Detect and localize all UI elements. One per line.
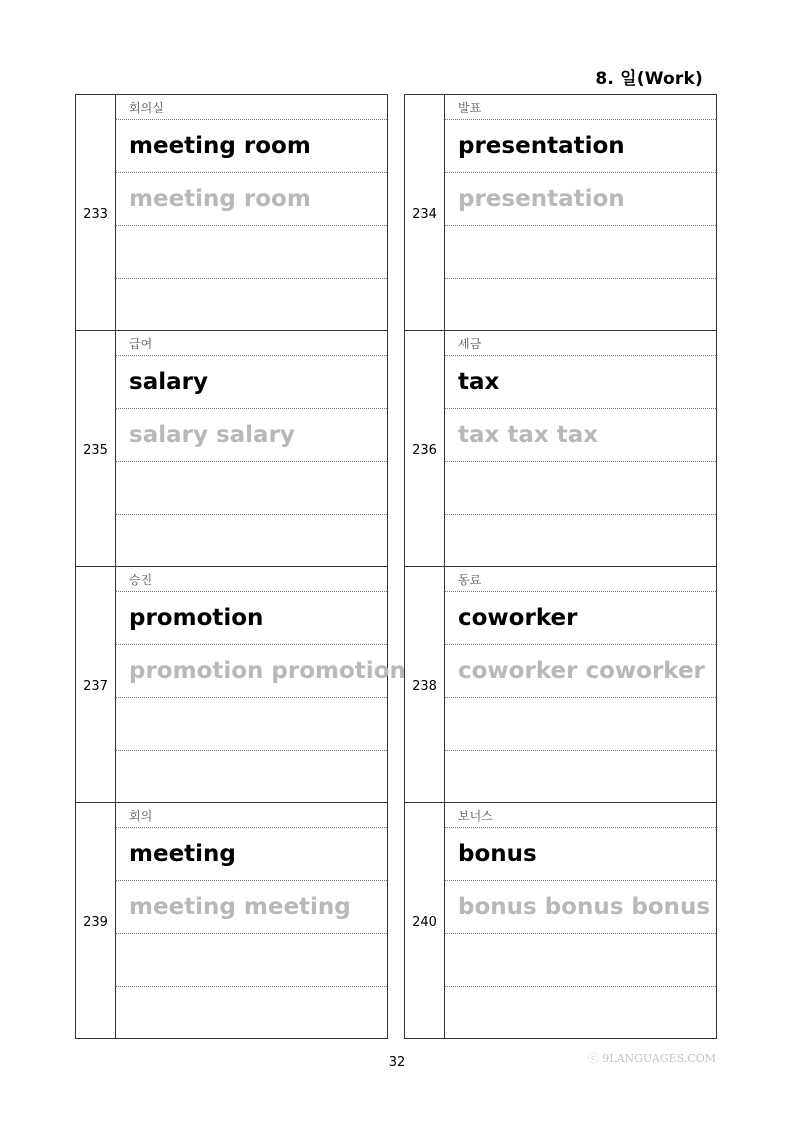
number-cell — [405, 95, 445, 330]
korean-label: 동료 — [458, 573, 482, 587]
trace-word: presentation — [458, 186, 625, 212]
page-number: 32 — [388, 1055, 406, 1070]
vocab-card — [75, 330, 388, 566]
practice-line — [116, 698, 387, 751]
word-row — [116, 120, 387, 173]
item-number: 239 — [83, 915, 108, 930]
trace-word: salary salary — [129, 422, 295, 448]
korean-row — [445, 331, 716, 356]
korean-label: 승진 — [129, 573, 153, 587]
vocab-card — [404, 566, 717, 802]
practice-line — [116, 462, 387, 515]
trace-row — [116, 645, 406, 698]
vocab-card — [75, 94, 388, 330]
practice-line — [116, 226, 387, 279]
left-column — [75, 94, 406, 1039]
korean-row — [445, 567, 716, 592]
korean-label: 회의실 — [129, 101, 164, 115]
number-cell — [76, 567, 116, 802]
number-cell — [405, 803, 445, 1038]
trace-word: meeting room — [129, 186, 311, 212]
korean-row — [116, 567, 387, 592]
english-word: presentation — [458, 133, 625, 159]
trace-row — [445, 173, 716, 226]
english-word: salary — [129, 369, 208, 395]
korean-label: 급여 — [129, 337, 153, 351]
word-row — [445, 356, 716, 409]
trace-row — [445, 881, 716, 934]
english-word: coworker — [458, 605, 578, 631]
korean-label: 회의 — [129, 809, 153, 823]
word-row — [116, 356, 387, 409]
trace-row — [445, 645, 716, 698]
item-number: 238 — [412, 679, 437, 694]
item-number: 233 — [83, 207, 108, 222]
item-number: 234 — [412, 207, 437, 222]
trace-row — [116, 409, 387, 462]
vocab-card — [404, 330, 717, 566]
korean-row — [116, 331, 387, 356]
practice-line — [445, 226, 716, 279]
practice-line — [116, 515, 387, 568]
number-cell — [405, 567, 445, 802]
trace-word: meeting meeting — [129, 894, 351, 920]
number-cell — [405, 331, 445, 566]
word-row — [445, 120, 716, 173]
korean-label: 보너스 — [458, 809, 493, 823]
practice-line — [445, 751, 716, 804]
practice-line — [116, 987, 387, 1040]
trace-row — [116, 881, 387, 934]
vocab-card — [75, 566, 406, 802]
trace-row — [116, 173, 387, 226]
number-cell — [76, 95, 116, 330]
practice-line — [445, 462, 716, 515]
english-word: tax — [458, 369, 500, 395]
vocab-card — [404, 94, 717, 330]
item-number: 237 — [83, 679, 108, 694]
copyright-notice: ⓒ 9LANGUAGES.COM — [587, 1052, 716, 1065]
english-word: meeting — [129, 841, 236, 867]
trace-word: coworker coworker — [458, 658, 705, 684]
trace-word: bonus bonus bonus — [458, 894, 711, 920]
trace-word: tax tax tax — [458, 422, 599, 448]
practice-line — [116, 279, 387, 332]
english-word: bonus — [458, 841, 537, 867]
page-header-title: 8. 일(Work) — [595, 69, 703, 89]
practice-line — [116, 934, 387, 987]
practice-line — [445, 934, 716, 987]
english-word: meeting room — [129, 133, 311, 159]
practice-line — [445, 698, 716, 751]
korean-row — [445, 803, 716, 828]
word-row — [445, 592, 716, 645]
right-column — [404, 94, 717, 1039]
item-number: 235 — [83, 443, 108, 458]
word-row — [445, 828, 716, 881]
korean-row — [116, 803, 387, 828]
korean-row — [116, 95, 387, 120]
vocab-card — [404, 802, 717, 1039]
number-cell — [76, 803, 116, 1038]
korean-row — [445, 95, 716, 120]
word-row — [116, 592, 387, 645]
item-number: 240 — [412, 915, 437, 930]
practice-line — [445, 987, 716, 1040]
practice-line — [116, 751, 387, 804]
item-number: 236 — [412, 443, 437, 458]
practice-line — [445, 279, 716, 332]
korean-label: 세금 — [458, 337, 482, 351]
korean-label: 발표 — [458, 101, 482, 115]
trace-word: promotion promotion — [129, 658, 406, 684]
vocab-card — [75, 802, 388, 1039]
english-word: promotion — [129, 605, 264, 631]
trace-row — [445, 409, 716, 462]
word-row — [116, 828, 387, 881]
practice-line — [445, 515, 716, 568]
number-cell — [76, 331, 116, 566]
